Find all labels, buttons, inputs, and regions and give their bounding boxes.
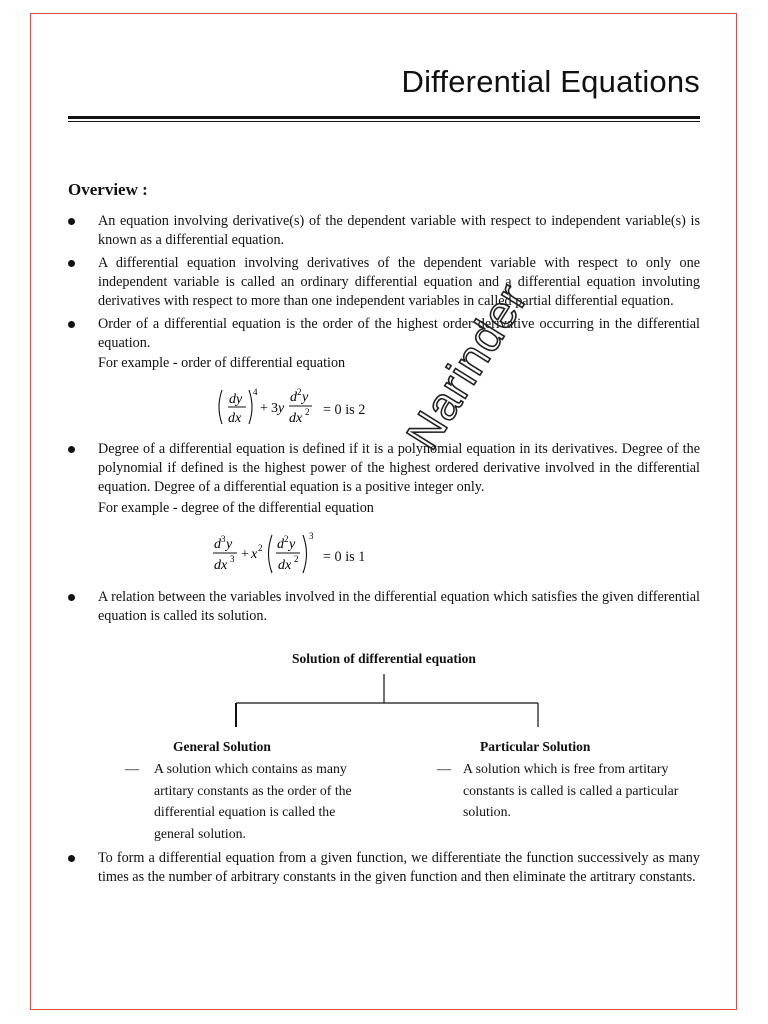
title-rule-thin (68, 121, 700, 122)
section-heading: Overview : (68, 180, 148, 199)
general-solution-line: general solution. (154, 825, 246, 841)
particular-solution-text (463, 758, 678, 823)
svg-text:+: + (260, 401, 268, 416)
equation-order-example (214, 382, 414, 437)
general-solution-dash: — (125, 762, 139, 777)
svg-text:y: y (226, 537, 233, 552)
svg-text:x: x (251, 547, 258, 562)
svg-text:3: 3 (230, 554, 235, 564)
general-solution-heading: General Solution (173, 739, 271, 754)
svg-text:dx: dx (278, 558, 292, 573)
svg-text:y: y (289, 537, 296, 552)
bullet-text: A relation between the variables involved in the differential equation which satisfies the given differential equation is called its solution. (98, 589, 700, 624)
example-intro-order: For example - order of differential equation (98, 355, 346, 371)
general-solution-text (154, 758, 352, 844)
bullet-icon (68, 260, 75, 267)
svg-text:2: 2 (305, 407, 310, 417)
svg-text:3: 3 (221, 534, 226, 544)
svg-text:d: d (214, 537, 221, 552)
svg-text:d: d (277, 537, 284, 552)
example-intro-degree: For example - degree of the differential equation (98, 500, 374, 516)
general-solution-line: A solution which contains as many (154, 761, 347, 776)
bullet-text: An equation involving derivative(s) of the dependent variable with respect to independent variable(s) is known as a differential equation. (98, 213, 700, 248)
watermark: Narinder (395, 274, 538, 459)
svg-text:dx: dx (228, 411, 242, 426)
svg-text:2: 2 (258, 543, 263, 553)
particular-solution-line: solution. (463, 804, 511, 819)
bullet-text: To form a differential equation from a given function, we differentiate the function successively as many times as the number of arbitrary constants in the given function and then eliminate the artitrary constants. (98, 850, 700, 885)
bullet-icon (68, 218, 75, 225)
svg-text:y: y (302, 390, 309, 405)
title-rule-thick (68, 116, 700, 119)
svg-text:3: 3 (271, 401, 278, 416)
bullet-icon (68, 594, 75, 601)
bullet-text: Order of a differential equation is the order of the highest order derivative occurring in the differential equation. (98, 316, 700, 351)
svg-text:2: 2 (284, 534, 289, 544)
equation-degree-example (210, 528, 410, 585)
solution-tree-heading: Solution of differential equation (292, 651, 476, 666)
svg-text:d: d (290, 390, 297, 405)
equation-degree-result: = 0 is 1 (323, 549, 366, 565)
bullet-text: A differential equation involving derivatives of the dependent variable with respect to only one independent variable is called an ordinary differential equation and a differential equation involuting derivatives with respect to more than one independent variables in called partial differential equation. (98, 255, 700, 309)
particular-solution-heading: Particular Solution (480, 739, 591, 754)
bullet-text: Degree of a differential equation is defined if it is a polynomial equation in its derivatives. Degree of the polynomial if defined is the highest power of the highest ordered derivative involved in the differential equation. Degree of a differential equation is a positive integer only. (98, 441, 700, 495)
page-title: Differential Equations (401, 64, 700, 99)
particular-solution-line: constants is called is called a particular (463, 782, 679, 798)
svg-text:2: 2 (297, 387, 302, 397)
general-solution-line: artitary constants as the order of the (154, 782, 352, 798)
svg-text:2: 2 (294, 554, 299, 564)
particular-solution-line: A solution which is free from artitary (463, 761, 669, 776)
svg-text:y: y (278, 401, 285, 416)
svg-text:+: + (241, 547, 249, 562)
equation-order-result: = 0 is 2 (323, 402, 366, 418)
svg-text:4: 4 (253, 387, 258, 397)
svg-text:dy: dy (229, 392, 243, 407)
particular-solution-dash: — (437, 762, 451, 777)
bullet-icon (68, 446, 75, 453)
bullet-icon (68, 321, 75, 328)
bullet-icon (68, 855, 75, 862)
svg-text:dx: dx (289, 411, 303, 426)
svg-text:dx: dx (214, 558, 228, 573)
svg-text:3: 3 (309, 531, 314, 541)
solution-tree-connector (0, 672, 768, 732)
general-solution-line: differential equation is called the (154, 804, 336, 819)
